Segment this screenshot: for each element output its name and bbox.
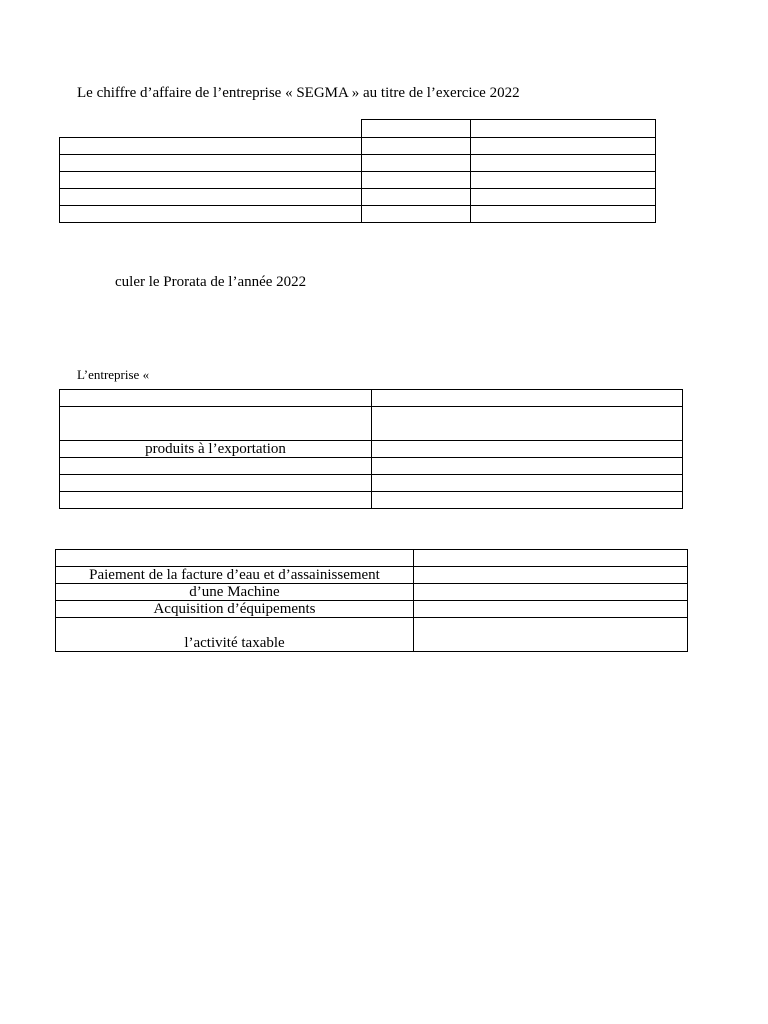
table-cell [471,155,656,172]
table-cell [372,441,683,458]
table-row [60,189,656,206]
table-cell [60,407,372,441]
table-cell [60,458,372,475]
table-cell: Acquisition d’équipements [56,601,414,618]
table-cell [60,492,372,509]
table-cell [372,492,683,509]
table-row [60,475,683,492]
table-cell [471,120,656,138]
table-row [60,172,656,189]
table-depenses [55,549,688,652]
table-row [56,567,688,584]
table-cell [60,390,372,407]
heading-chiffre-affaire: Le chiffre d’affaire de l’entreprise « SEGMA » au titre de l’exercice 2022 [77,85,520,101]
table-cell [471,206,656,223]
table-entreprise [59,389,683,509]
table-cell [414,550,688,567]
table-row [60,155,656,172]
table-cell [56,550,414,567]
table-cell [60,475,372,492]
table-cell [471,189,656,206]
table-chiffre-affaire [59,119,656,223]
table-cell: l’activité taxable [56,618,414,652]
table-cell: Paiement de la facture d’eau et d’assainissement [56,567,414,584]
heading-entreprise: L’entreprise « [77,367,150,382]
table-cell [362,206,471,223]
table-cell [471,172,656,189]
table-row [56,584,688,601]
heading-prorata: culer le Prorata de l’année 2022 [115,274,307,290]
table-cell [60,138,362,155]
table-cell [60,172,362,189]
table-cell [362,172,471,189]
table-row [60,458,683,475]
table-cell [372,407,683,441]
table-cell [414,567,688,584]
table-cell [362,120,471,138]
table-cell [362,189,471,206]
table-cell [60,189,362,206]
table-cell [372,475,683,492]
table-cell [362,138,471,155]
table-cell [60,120,362,138]
table-cell [414,584,688,601]
table-row [60,206,656,223]
table-row [60,390,683,407]
table-cell: d’une Machine [56,584,414,601]
table-cell [414,618,688,652]
table-cell [362,155,471,172]
table-row [60,441,683,458]
table-row [60,138,656,155]
table-cell [372,390,683,407]
table-row [56,601,688,618]
table-row [56,618,688,652]
table-cell [414,601,688,618]
table-row [60,120,656,138]
table-cell [60,206,362,223]
table-row [60,492,683,509]
table-row [56,550,688,567]
table-cell [471,138,656,155]
table-cell [372,458,683,475]
table-cell [60,155,362,172]
table-row [60,407,683,441]
table-cell: produits à l’exportation [60,441,372,458]
